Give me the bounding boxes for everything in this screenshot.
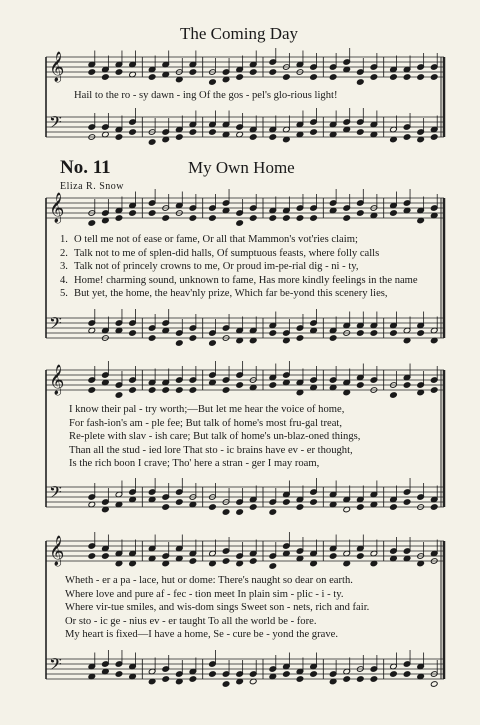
verses-system-2: [69, 403, 360, 471]
verse-line: Re-plete with slav - ish care; But talk of home's un-blaz-oned things,: [69, 431, 361, 443]
verse-line: Where love and pure af - fec - tion meet In plain sim - plic - i - ty.: [65, 588, 344, 600]
svg-text:𝄢: 𝄢: [49, 482, 62, 506]
verse-line: I know their pal - try worth;—But let me hear the voice of home,: [69, 404, 345, 415]
verse-line: 1. O tell me not of ease or fame, Or all that Mammon's vot'ries claim;: [60, 234, 358, 245]
verse-line: Than all the stud - ied lore That sto - ic brains have ev - er thought,: [69, 444, 353, 456]
hymn-title: My Own Home: [188, 158, 295, 177]
verse-line: Is the rich boon I crave; Tho' here a stran - ger I may roam,: [69, 458, 320, 470]
verse-line: Wheth - er a pa - lace, hut or dome: There's naught so dear on earth.: [65, 575, 353, 586]
verse-line: My heart is fixed—I have a home, Se - cure be - yond the grave.: [65, 629, 338, 641]
svg-text:𝄢: 𝄢: [49, 112, 62, 136]
top-hymn-title: The Coming Day: [180, 24, 299, 43]
hymn-author: Eliza R. Snow: [60, 181, 124, 192]
svg-text:𝄞: 𝄞: [49, 52, 65, 82]
top-hymn-lyric: Hail to the ro - sy dawn - ing Of the gos - pel's glo-rious light!: [74, 90, 338, 101]
verses-system-1: [60, 233, 418, 301]
svg-text:𝄢: 𝄢: [49, 654, 62, 678]
verse-line: 3. Talk not of princely crowns to me, Or proud im-pe-rial dig - ni - ty,: [60, 261, 359, 273]
svg-text:𝄞: 𝄞: [49, 536, 65, 566]
verse-line: For fash-ion's am - ple fee; But talk of home's most fru-gal treat,: [69, 417, 343, 429]
verses-system-3: [65, 574, 369, 642]
verse-line: 5. But yet, the home, the heav'nly prize, Which far be-yond this scenery lies,: [60, 288, 388, 300]
svg-text:𝄢: 𝄢: [49, 313, 62, 337]
verse-line: 2. Talk not to me of splen-did halls, Of sumptuous feasts, where folly calls: [60, 247, 380, 259]
verse-line: Where vir-tue smiles, and wis-dom sings Sweet son - nets, rich and fair.: [65, 602, 370, 614]
verse-line: 4. Home! charming sound, unknown to fame, Has more kindly feelings in the name: [60, 274, 418, 286]
verse-line: Or sto - ic ge - nius ev - er taught To all the world be - fore.: [65, 615, 317, 627]
svg-text:𝄞: 𝄞: [49, 193, 65, 223]
hymn-number: No. 11: [60, 157, 111, 178]
svg-text:𝄞: 𝄞: [49, 365, 65, 395]
